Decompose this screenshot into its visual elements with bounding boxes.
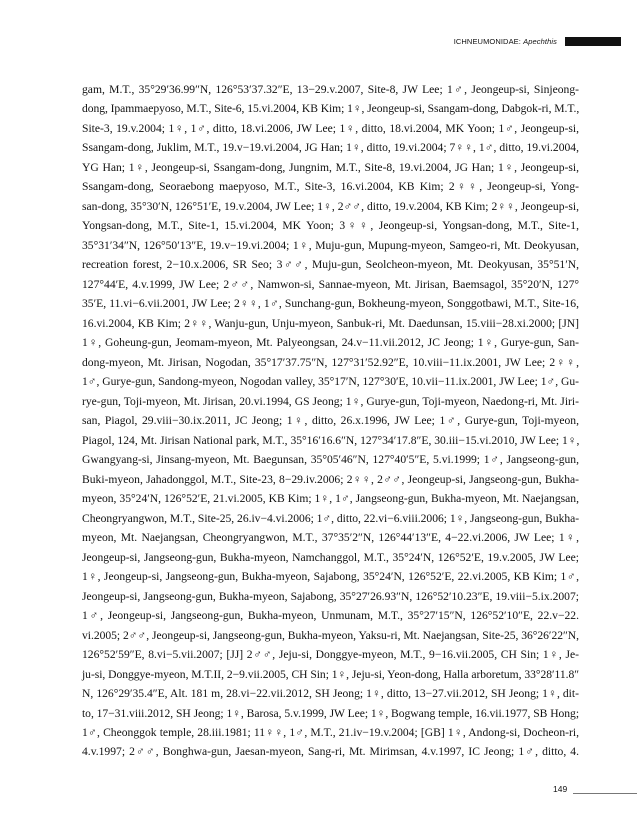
text-line: myeon, 35°24′N, 126°52′E, 21.vi.2005, KB Kim; 1♀, 1♂, Jangseong-gun, Bukha-myeon, Mt. Naejangsan,: [82, 492, 579, 506]
text-line: san-dong, 35°30′N, 126°51′E, 19.v.2004, JW Lee; 1♀, 2♂♂, ditto, 19.v.2004, KB Kim; 2♀♀, Jeongeup-si,: [82, 199, 579, 213]
text-line: 1♀, Goheung-gun, Jeomam-myeon, Mt. Palyeongsan, 24.v−11.vii.2012, JC Jeong; 1♀, Gurye-gun, San-: [82, 336, 579, 350]
text-line: Cheongryangwon, M.T., Site-25, 26.iv−4.vi.2006; 1♂, ditto, 22.vi−6.viii.2006; 1♀, Jangseong-gun, Bukha-: [82, 511, 580, 525]
text-line: 1♂, Cheonggok temple, 28.iii.1981; 11♀♀, 1♂, M.T., 21.iv−19.v.2004; [GB] 1♀, Andong-si, Docheon-ri,: [82, 725, 579, 739]
text-line: 35°31′34″N, 126°50′13″E, 19.v−19.vi.2004; 1♀, Muju-gun, Mupung-myeon, Samgeo-ri, Mt. Deokyusan,: [82, 238, 579, 252]
running-head-family: ICHNEUMONIDAE:: [453, 36, 521, 46]
page-number: 149: [553, 784, 568, 794]
text-line: 1♀, Jeongeup-si, Jangseong-gun, Bukha-myeon, Sajabong, 35°24′N, 126°52′E, 22.vi.2005, KB Kim; 1♂,: [82, 570, 579, 584]
running-head-genus: Apechthis: [523, 36, 557, 46]
text-line: san, Piagol, 29.viii−30.ix.2011, JC Jeong; 1♀, ditto, 26.x.1996, JW Lee; 1♂, Gurye-gun, Toji-myeon,: [82, 414, 579, 428]
text-line: 16.vi.2004, KB Kim; 2♀♀, Wanju-gun, Unju-myeon, Sanbuk-ri, Mt. Daedunsan, 15.viii−28.xi.2000; [JN]: [82, 316, 579, 330]
text-line: 126°52′59″E, 8.vi−5.vii.2007; [JJ] 2♂♂, Jeju-si, Donggye-myeon, M.T., 9−16.vii.2005, CH Sin; 1♀, Je-: [82, 648, 579, 662]
text-line: to, 17−31.viii.2012, SH Jeong; 1♀, Barosa, 5.v.1999, JW Lee; 1♀, Bogwang temple, 16.vii.1977, SB Hong;: [82, 706, 579, 720]
text-line: Jeongeup-si, Jangseong-gun, Bukha-myeon, Sajabong, 35°27′26.93″N, 126°52′10.23″E, 19.viii−5.ix.2007;: [82, 589, 579, 603]
text-line: gam, M.T., 35°29′36.99″N, 126°53′37.32″E, 13−29.v.2007, Site-8, JW Lee; 1♂, Jeongeup-si, Sinjeong-: [82, 83, 579, 96]
text-line: 1♂, Jeongeup-si, Jangseong-gun, Bukha-myeon, Unmunam, M.T., 35°27′15″N, 126°52′10″E, 22.v−22.: [82, 609, 579, 623]
text-line: rye-gun, Toji-myeon, Mt. Jirisan, 20.vi.1994, GS Jeong; 1♀, Gurye-gun, Toji-myeon, Naedong-ri, Mt. Jiri-: [82, 394, 579, 408]
text-line: Gwangyang-si, Jinsang-myeon, Mt. Baegunsan, 35°05′46″N, 127°40′5″E, 5.vi.1999; 1♂, Jangseong-gun,: [82, 453, 579, 467]
text-line: ju-si, Donggye-myeon, M.T.II, 2−9.vii.2005, CH Sin; 1♀, Jeju-si, Yeon-dong, Halla arboretum, 33°28′11.8″: [82, 667, 579, 681]
text-line: Buki-myeon, Jahadonggol, M.T., Site-23, 8−29.iv.2006; 2♀♀, 2♂♂, Jeongeup-si, Jangseong-gun, Bukha-: [82, 472, 579, 486]
text-line: 127°44′E, 4.v.1999, JW Lee; 2♂♂, Namwon-si, Sannae-myeon, Mt. Jirisan, Baemsagol, 35°20′N, 127°: [82, 277, 579, 291]
page-number-rule: [573, 793, 637, 794]
text-line: 4.v.1997; 2♂♂, Bonghwa-gun, Jaesan-myeon, Sang-ri, Mt. Mirimsan, 4.v.1997, IC Jeong; 1♂, ditto, 4.: [82, 745, 579, 759]
text-line: Ssangam-dong, Seoraebong maepyoso, M.T., Site-3, 16.vi.2004, KB Kim; 2♀♀, Jeongeup-si, Yong-: [82, 180, 579, 194]
text-line: 1♂, Gurye-gun, Sandong-myeon, Nogodan valley, 35°17′N, 127°30′E, 10.vii−11.ix.2001, JW Lee; 1♂, Gu-: [82, 375, 579, 389]
running-head: [454, 35, 621, 47]
text-line: YG Han; 1♀, Jeongeup-si, Ssangam-dong, Jungnim, M.T., Site-8, 19.vi.2004, JG Han; 1♀, Jeongeup-si,: [82, 160, 579, 174]
text-line: N, 126°29′35.4″E, Alt. 181 m, 28.vi−22.vii.2012, SH Jeong; 1♀, ditto, 13−27.vii.2012, SH Jeong; 1♀, dit-: [82, 687, 579, 701]
running-head-text: [454, 37, 557, 46]
text-line: recreation forest, 2−10.x.2006, SR Seo; 3♂♂, Muju-gun, Seolcheon-myeon, Mt. Deokyusan, 35°51′N,: [82, 258, 579, 272]
text-line: vi.2005; 2♂♂, Jeongeup-si, Jangseong-gun, Bukha-myeon, Yaksu-ri, Mt. Naejangsan, Site-25, 36°26′22″N,: [82, 628, 579, 642]
text-line: Yongsan-dong, M.T., Site-1, 15.vi.2004, MK Yoon; 3♀♀, Jeongeup-si, Yongsan-dong, M.T., Site-1,: [82, 219, 579, 233]
text-line: dong, Ipammaepyoso, M.T., Site-6, 15.vi.2004, KB Kim; 1♀, Jeongeup-si, Ssangam-dong, Dabgok-ri, M.T.,: [82, 102, 580, 116]
text-line: 35′E, 11.vi−6.vii.2001, JW Lee; 2♀♀, 1♂, Sunchang-gun, Bokheung-myeon, Songgotbawi, M.T., Site-16,: [82, 297, 579, 311]
text-line: Ssangam-dong, Juklim, M.T., 19.v−19.vi.2004, JG Han; 1♀, ditto, 19.vi.2004; 7♀♀, 1♂, ditto, 19.vi.2004,: [82, 141, 579, 155]
text-line: Piagol, 124, Mt. Jirisan National park, M.T., 35°16′16.6″N, 127°34′17.8″E, 30.iii−15.vi.2010, JW Lee; 1♀,: [82, 433, 580, 447]
text-line: dong-myeon, Mt. Jirisan, Nogodan, 35°17′37.75″N, 127°31′52.92″E, 10.viii−11.ix.2001, JW Lee; 2♀♀,: [82, 355, 579, 369]
text-line: Site-3, 19.v.2004; 1♀, 1♂, ditto, 18.vi.2006, JW Lee; 1♀, ditto, 18.vi.2004, MK Yoon; 1♂, Jeongeup-si,: [82, 121, 579, 135]
specimen-records-paragraph: [82, 80, 579, 762]
text-line: Jeongeup-si, Jangseong-gun, Bukha-myeon, Namchanggol, M.T., 35°24′N, 126°52′E, 19.v.2005, JW Lee;: [82, 550, 579, 564]
text-line: myeon, Mt. Naejangsan, Cheongryangwon, M.T., 37°35′2″N, 126°44′13″E, 4−22.vi.2006, JW Lee; 1♀,: [82, 531, 579, 545]
running-head-bar: [565, 37, 621, 46]
